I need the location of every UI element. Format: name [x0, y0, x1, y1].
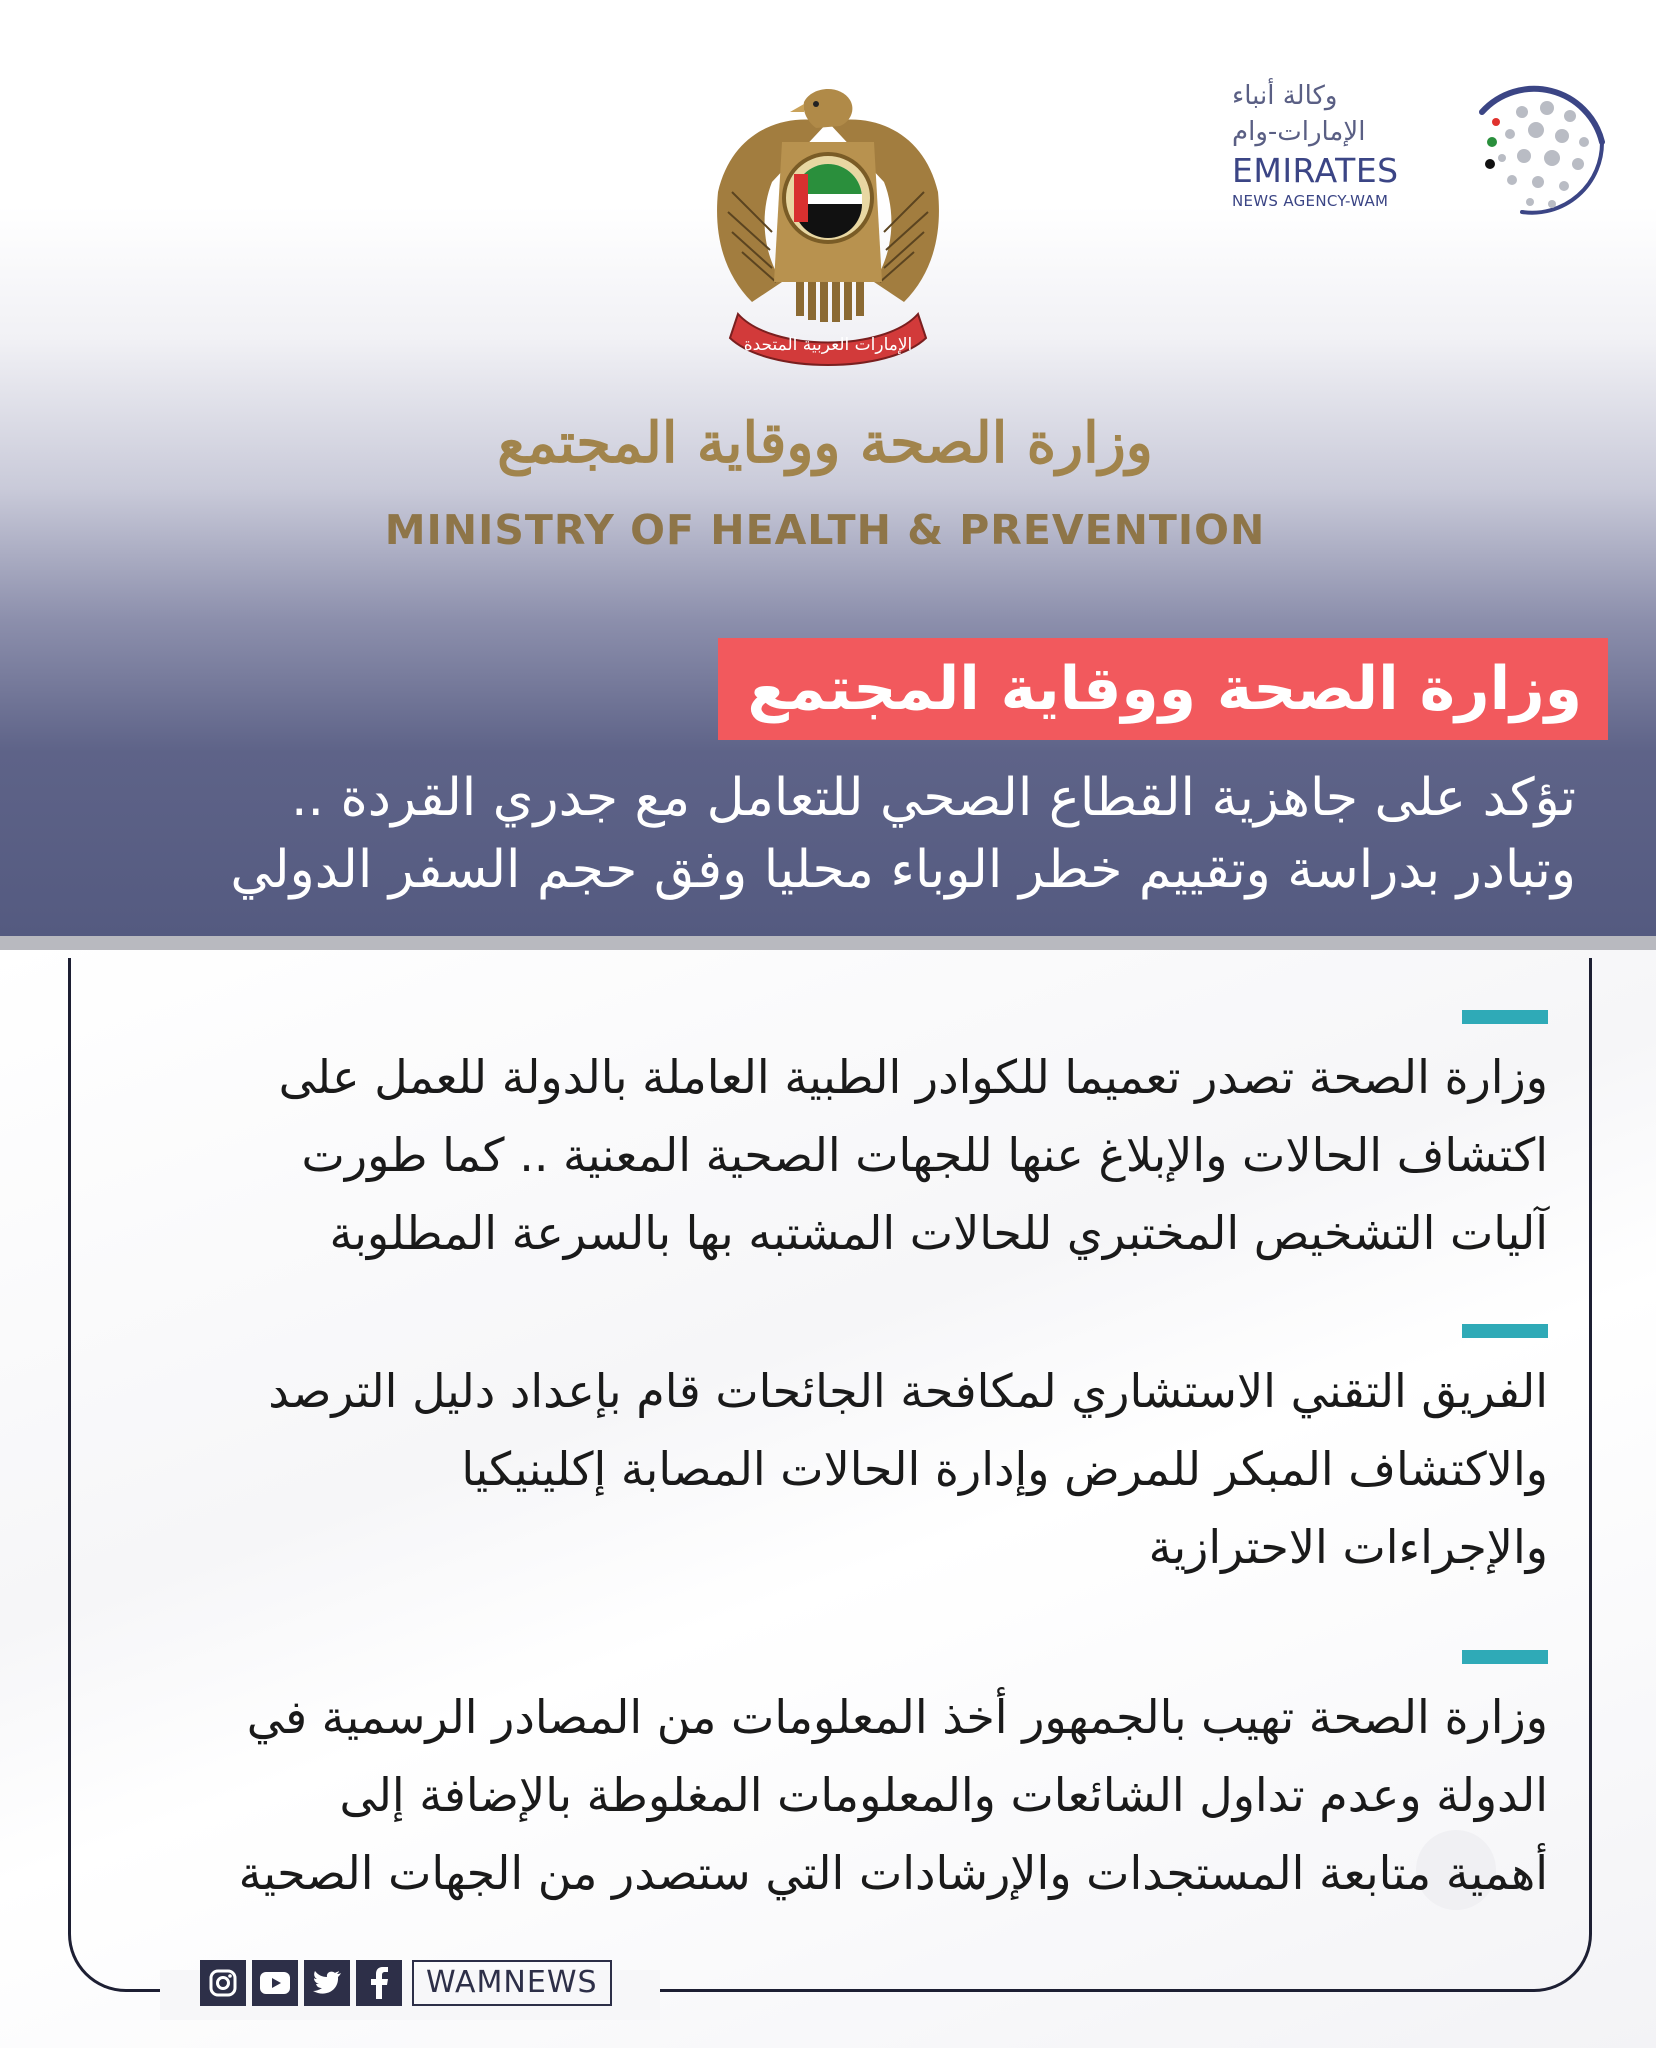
bullet-line: وزارة الصحة تصدر تعميما للكوادر الطبية العاملة بالدولة للعمل على: [278, 1050, 1548, 1104]
social-handle[interactable]: WAMNEWS: [412, 1960, 612, 2006]
headline-subtitle: [76, 762, 1576, 906]
bullet-text: [88, 1352, 1548, 1586]
bullet-line: والاكتشاف المبكر للمرض وإدارة الحالات المصابة إكلينيكيا: [461, 1442, 1548, 1496]
bullet-line: الدولة وعدم تداول الشائعات والمعلومات المغلوطة بالإضافة إلى: [339, 1768, 1548, 1822]
youtube-icon[interactable]: [252, 1960, 298, 2006]
uae-emblem-icon: [712, 82, 944, 372]
wam-logo-text: [1232, 78, 1432, 210]
headline-subtitle-line-2: وتبادر بدراسة وتقييم خطر الوباء محليا وفق حجم السفر الدولي: [230, 840, 1576, 900]
bullet-accent-bar: [1462, 1010, 1548, 1024]
agency-name-en-2: NEWS AGENCY-WAM: [1232, 192, 1389, 210]
agency-name-en-1: EMIRATES: [1232, 151, 1399, 190]
agency-name-ar-1: وكالة أنباء: [1232, 81, 1338, 111]
bullet-line: اكتشاف الحالات والإبلاغ عنها للجهات الصحية المعنية .. كما طورت: [301, 1128, 1548, 1182]
headline-banner: [718, 638, 1608, 740]
twitter-icon[interactable]: [304, 1960, 350, 2006]
dotted-globe-icon: [1462, 72, 1612, 222]
bullet-line: أهمية متابعة المستجدات والإرشادات التي ستصدر من الجهات الصحية: [238, 1846, 1548, 1900]
facebook-icon[interactable]: [356, 1960, 402, 2006]
bullet-line: والإجراءات الاحترازية: [1148, 1520, 1548, 1574]
bullet-text: [88, 1038, 1548, 1272]
ministry-name-ar: وزارة الصحة ووقاية المجتمع: [497, 410, 1153, 476]
bullet-line: الفريق التقني الاستشاري لمكافحة الجائحات قام بإعداد دليل الترصد: [268, 1364, 1548, 1418]
wam-logo: [1232, 72, 1622, 232]
agency-name-ar-2: الإمارات-وام: [1232, 117, 1366, 147]
bullet-accent-bar: [1462, 1324, 1548, 1338]
bullet-accent-bar: [1462, 1650, 1548, 1664]
header-divider: [0, 936, 1656, 950]
instagram-icon[interactable]: [200, 1960, 246, 2006]
social-footer: [200, 1960, 612, 2006]
headline-title: وزارة الصحة ووقاية المجتمع: [747, 654, 1582, 724]
headline-subtitle-line-1: تؤكد على جاهزية القطاع الصحي للتعامل مع جدري القردة ..: [290, 768, 1576, 828]
bullet-line: آليات التشخيص المختبري للحالات المشتبه بها بالسرعة المطلوبة: [329, 1206, 1548, 1260]
emblem-ribbon-text: الإمارات العربية المتحدة: [743, 335, 913, 355]
ministry-name-en: MINISTRY OF HEALTH & PREVENTION: [384, 506, 1266, 554]
bullet-text: [88, 1678, 1548, 1912]
bullet-line: وزارة الصحة تهيب بالجمهور أخذ المعلومات من المصادر الرسمية في: [246, 1690, 1548, 1744]
